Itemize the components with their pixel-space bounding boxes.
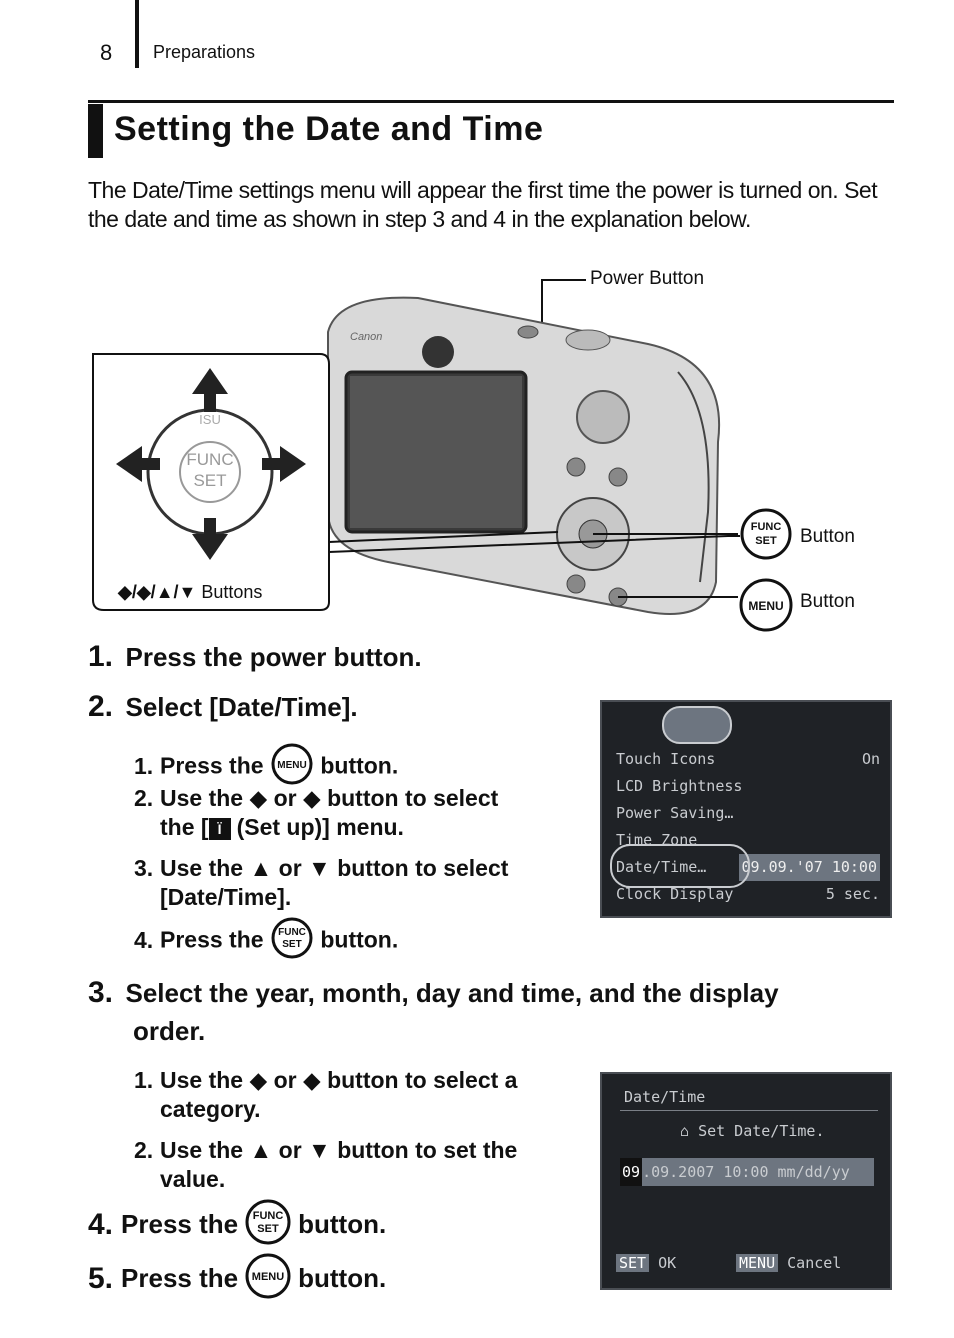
step-2-sub-2: 2. Use the ◆ or ◆ button to select the [ Ϊ (Set up)] menu.: [134, 785, 499, 840]
camera-brand: Canon: [350, 331, 383, 343]
camera-figure: [88, 262, 894, 642]
step-2: [88, 690, 358, 724]
dial-set-text: SET: [193, 471, 227, 490]
step-3-text-line2: order.: [133, 1016, 206, 1046]
right-arrow-icon: ◆: [302, 785, 321, 811]
left-arrow-icon: ◆: [249, 1067, 268, 1093]
dial-func-text: FUNC: [186, 450, 234, 469]
down-arrow-icon: ▼: [308, 1137, 331, 1163]
section-name: Preparations: [153, 42, 256, 62]
svg-text:MENU: MENU: [748, 599, 784, 613]
svg-text:SET: SET: [282, 939, 302, 950]
step-1-number: 1.: [88, 640, 114, 673]
up-arrow-icon: ▲: [249, 1137, 273, 1163]
step-1: [88, 640, 422, 674]
step-5-number: 5.: [88, 1261, 114, 1295]
step-1-text: Press the power button.: [125, 642, 422, 672]
step-3-sub-2: 2. Use the ▲ or ▼ button to set the value.: [134, 1137, 518, 1192]
lcd-setup-menu: [600, 700, 892, 918]
svg-text:SET: SET: [257, 1223, 279, 1235]
title-bar: [88, 104, 103, 158]
step-2-sub-3: 3. Use the ▲ or ▼ button to select [Date/Time].: [134, 855, 509, 910]
lcd-menu-row-value: 5 sec.: [825, 885, 880, 903]
step-2-sub-4: 4. Press the FUNC SET button.: [134, 916, 398, 967]
header-divider: [135, 0, 139, 68]
svg-text:MENU: MENU: [277, 760, 307, 771]
func-set-icon: [742, 510, 790, 558]
step-2-text: Select [Date/Time].: [125, 692, 358, 722]
left-arrow-icon: ◆: [249, 785, 268, 811]
lcd-datetime-header: Date/Time: [624, 1088, 706, 1106]
func-set-icon: [270, 916, 314, 967]
lcd-ok-hint: SET OK: [616, 1254, 676, 1272]
lcd-month-field: 09: [620, 1158, 642, 1186]
down-arrow-icon: ▼: [308, 855, 331, 881]
setup-icon: Ϊ: [209, 818, 231, 840]
step-2-sub-1: 1. Press the MENU button.: [134, 742, 398, 793]
lcd-menu-row-value: 09.09.'07 10:00: [739, 854, 880, 881]
step-4-number: 4.: [88, 1207, 114, 1241]
svg-text:FUNC: FUNC: [750, 521, 782, 533]
step-3-sub-1: 1. Use the ◆ or ◆ button to select a category.: [134, 1067, 518, 1122]
lcd-menu-row: [616, 800, 880, 827]
date-time-highlight: [610, 844, 750, 888]
intro-paragraph: The Date/Time settings menu will appear the first time the power is turned on. Set the date and time as shown in step 3 and 4 in the explanation below.: [88, 177, 878, 232]
up-arrow-icon: ▲: [249, 855, 273, 881]
setup-tab-icon: [662, 706, 732, 744]
power-button-label: Power Button: [590, 268, 705, 289]
lcd-menu-row: [616, 746, 880, 773]
lcd-cancel-hint: MENU Cancel: [736, 1254, 841, 1272]
lcd-datetime-subtitle: ⌂ Set Date/Time.: [680, 1122, 825, 1140]
step-4: 4. Press the FUNC SET button.: [88, 1198, 386, 1251]
lcd-menu-row-label: Touch Icons: [616, 750, 716, 768]
svg-text:FUNC: FUNC: [252, 1210, 284, 1222]
func-set-icon: [244, 1198, 292, 1251]
step-3: [88, 976, 779, 1010]
step-3-number: 3.: [88, 976, 114, 1009]
svg-text:SET: SET: [755, 535, 777, 547]
step-3-text-line1: Select the year, month, day and time, and the display: [125, 978, 779, 1008]
lcd-menu-row-value: On: [861, 750, 880, 768]
home-icon: ⌂: [680, 1122, 690, 1140]
page-number: 8: [100, 40, 113, 65]
menu-icon: [244, 1252, 292, 1305]
func-button-label: Button: [800, 526, 855, 547]
step-2-number: 2.: [88, 690, 114, 723]
lcd-datetime-field: 09 .09.2007 10:00 mm/dd/yy: [620, 1158, 874, 1186]
title-rule: [88, 100, 894, 103]
lcd-menu-row-label: Date/Time…: [616, 858, 707, 876]
lcd-menu-row-label: Power Saving…: [616, 804, 734, 822]
menu-button-label: Button: [800, 591, 855, 612]
lcd-datetime-screen: [600, 1072, 892, 1290]
dial-isu-text: ISU: [199, 412, 221, 427]
right-arrow-icon: ◆: [302, 1067, 321, 1093]
page-title: Setting the Date and Time: [114, 110, 544, 148]
svg-text:◆/◆/▲/▼ Buttons: ◆/◆/▲/▼ Buttons: [118, 582, 263, 602]
lcd-menu-row-label: Time Zone: [616, 831, 698, 849]
arrow-buttons-label: Buttons: [201, 582, 263, 602]
step-5: 5. Press the MENU button.: [88, 1252, 386, 1305]
svg-text:FUNC: FUNC: [278, 927, 306, 938]
lcd-menu-row: [616, 773, 880, 800]
camera-viewfinder: [422, 336, 454, 368]
lcd-menu-row-label: Clock Display: [616, 885, 734, 903]
lcd-menu-row-label: LCD Brightness: [616, 777, 743, 795]
svg-text:MENU: MENU: [251, 1271, 285, 1283]
